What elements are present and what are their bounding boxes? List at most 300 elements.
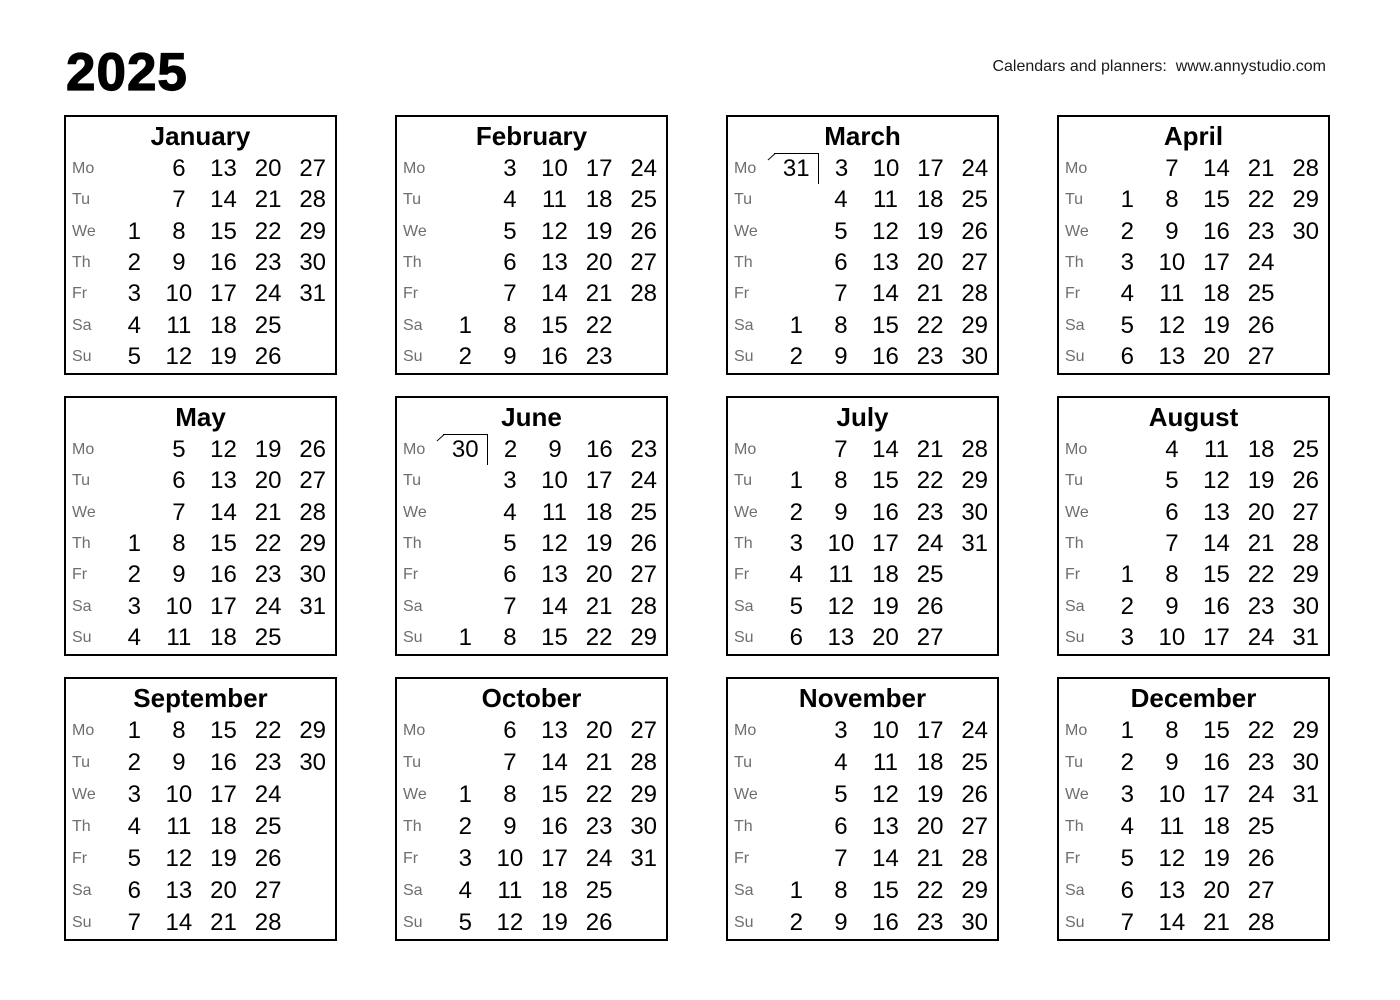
date-cell: 23 [916,498,944,526]
date-cell: 6 [1120,343,1134,371]
month-title: December [1130,683,1257,713]
weekday-row [397,560,666,591]
date-cell: 7 [172,498,186,526]
date-cell: 17 [210,592,237,620]
date-cell: 14 [210,186,237,214]
date-cell: 18 [210,624,237,652]
date-cell: 11 [873,749,898,776]
weekday-row [397,342,666,373]
weekday-row [66,623,335,654]
date-cell: 7 [834,280,848,308]
weekday-row [1059,216,1328,247]
date-cell: 30 [961,909,989,936]
date-cell: 4 [834,749,848,776]
weekday-label: Th [734,534,753,552]
weekday-row [1059,184,1328,215]
weekday-row [1059,843,1328,875]
weekday-row [1059,591,1328,622]
date-cell: 22 [254,717,282,744]
date-cell: 9 [834,498,848,526]
date-cell: 31 [1292,781,1320,808]
weekday-label: We [72,786,96,803]
date-cell: 17 [1203,781,1230,808]
weekday-row [728,875,997,907]
date-cell: 24 [961,154,989,182]
date-cell: 15 [210,217,237,245]
date-cell: 18 [872,561,899,589]
date-cell: 20 [916,813,944,840]
date-cell: 4 [1165,435,1179,463]
date-cell: 7 [503,280,517,308]
date-cell-empty [443,528,488,559]
weekday-row [66,279,335,310]
date-cell: 16 [210,561,237,589]
date-cell: 10 [872,154,900,182]
date-cell: 12 [165,343,193,371]
weekday-row [1059,875,1328,907]
month-title: March [824,121,901,151]
date-cell: 27 [630,248,658,276]
weekday-label: Mo [734,440,757,458]
date-cell-empty [774,811,819,843]
weekday-row [1059,715,1328,747]
date-cell: 18 [1247,435,1275,463]
date-cell: 2 [127,749,141,776]
weekday-row [66,247,335,278]
weekday-row [397,153,666,184]
date-cell: 28 [961,845,989,872]
weekday-row [397,907,666,939]
date-cell: 15 [872,467,899,495]
date-cell: 25 [961,749,989,776]
weekday-row [397,184,666,215]
weekday-row [1059,342,1328,373]
weekday-row [66,216,335,247]
date-cell: 21 [210,909,237,936]
date-cell: 29 [630,781,658,808]
weekday-label: We [734,222,758,240]
date-cell: 4 [1120,813,1134,840]
weekday-label: Tu [72,191,91,209]
date-cell: 4 [127,813,141,840]
date-cell: 8 [834,877,848,904]
date-cell-empty [774,216,819,247]
date-cell: 18 [541,877,568,904]
month-rows [1059,715,1328,939]
date-cell: 6 [789,624,803,652]
weekday-row [728,497,997,528]
date-cell: 13 [541,717,568,744]
weekday-row [1059,434,1328,465]
date-cell: 22 [916,877,944,904]
date-cell: 31 [630,845,658,872]
date-cell: 14 [541,280,568,308]
weekday-label: Th [1065,253,1084,271]
date-cell: 10 [496,845,524,872]
date-cell: 18 [1203,280,1230,308]
date-cell-empty [443,747,488,779]
weekday-label: Mo [1065,722,1088,739]
weekday-row [1059,310,1328,341]
annystudio-link[interactable]: www.annystudio.com [1175,58,1326,75]
date-cell: 1 [458,781,472,808]
date-cell: 6 [503,717,517,744]
date-cell: 29 [299,717,327,744]
month-rows [66,153,335,373]
overflow-date-cell: 31 [774,153,819,184]
weekday-row [1059,279,1328,310]
date-cell: 1 [1120,186,1134,214]
date-cell: 14 [872,845,899,872]
month-title: February [475,121,588,151]
weekday-label: Fr [403,850,419,867]
date-cell: 22 [1247,717,1275,744]
date-cell: 21 [585,280,613,308]
weekday-label: Su [403,348,423,366]
weekday-row [1059,811,1328,843]
date-cell: 28 [630,749,658,776]
date-cell: 10 [1158,248,1186,276]
date-cell: 19 [1203,845,1230,872]
credit-label: Calendars and planners: [992,58,1167,75]
weekday-row [397,811,666,843]
date-cell: 22 [1247,561,1275,589]
date-cell: 25 [630,186,658,214]
date-cell: 19 [254,435,282,463]
month-title: May [175,402,226,432]
date-cell: 26 [961,217,989,245]
date-cell: 12 [872,217,899,245]
date-cell: 9 [172,248,186,276]
date-cell: 17 [541,845,568,872]
date-cell: 27 [299,154,327,182]
date-cell: 19 [210,343,237,371]
month-rows [728,715,997,939]
date-cell-empty [1105,497,1150,528]
weekday-row [1059,528,1328,559]
date-cell: 11 [1204,435,1229,463]
date-cell: 7 [172,186,186,214]
date-cell: 16 [210,749,237,776]
date-cell: 28 [1292,529,1320,557]
date-cell: 6 [834,248,848,276]
date-cell: 25 [1292,435,1320,463]
weekday-row [1059,907,1328,939]
date-cell: 7 [1165,154,1179,182]
date-cell: 30 [961,343,989,371]
date-cell: 27 [630,717,658,744]
date-cell: 16 [541,343,568,371]
date-cell: 8 [834,311,848,339]
date-cell: 22 [254,529,282,557]
date-cell: 13 [827,624,855,652]
date-cell: 14 [1203,154,1230,182]
month-june [395,396,668,656]
date-cell: 13 [210,467,237,495]
date-cell-empty [290,623,335,654]
date-cell: 14 [872,280,899,308]
weekday-row [397,875,666,907]
date-cell: 15 [541,311,568,339]
weekday-row [1059,153,1328,184]
date-cell: 20 [1247,498,1275,526]
date-cell: 21 [585,592,613,620]
date-cell: 7 [1165,529,1179,557]
date-cell: 27 [1247,877,1275,904]
date-cell-empty [952,591,997,622]
date-cell: 11 [542,498,567,526]
date-cell: 14 [1203,529,1230,557]
date-cell-empty [774,247,819,278]
date-cell: 20 [585,561,613,589]
date-cell: 28 [961,280,989,308]
month-november [726,677,999,941]
date-cell-empty [774,715,819,747]
date-cell-empty [1283,342,1328,373]
date-cell: 24 [1247,781,1275,808]
date-cell: 15 [1203,186,1230,214]
date-cell: 13 [872,813,899,840]
month-august [1057,396,1330,656]
date-cell: 2 [127,561,141,589]
month-title: June [501,402,562,432]
date-cell: 30 [1292,749,1320,776]
date-cell: 1 [1120,561,1134,589]
weekday-row [66,497,335,528]
date-cell: 16 [586,435,613,463]
date-cell: 4 [127,624,141,652]
date-cell: 2 [458,343,472,371]
month-title: January [150,121,251,151]
date-cell-empty [443,497,488,528]
date-cell-empty [774,434,819,465]
date-cell: 15 [210,717,237,744]
weekday-label: Th [734,818,753,835]
date-cell: 28 [630,280,658,308]
weekday-label: Sa [72,597,92,615]
date-cell: 13 [165,877,193,904]
date-cell-empty [1283,843,1328,875]
date-cell: 11 [873,186,898,214]
date-cell: 1 [458,311,472,339]
date-cell: 5 [789,592,803,620]
weekday-label: Fr [72,285,88,303]
month-title: August [1148,402,1239,432]
date-cell: 23 [1247,749,1275,776]
date-cell: 19 [872,592,899,620]
weekday-row [1059,497,1328,528]
date-cell: 5 [127,845,141,872]
weekday-label: Sa [72,316,92,334]
date-cell: 3 [503,467,517,495]
weekday-label: Mo [1065,159,1088,177]
weekday-label: Sa [734,882,754,899]
date-cell: 13 [872,248,899,276]
date-cell-empty [443,184,488,215]
weekday-label: Tu [403,754,422,771]
weekday-row [1059,465,1328,496]
date-cell: 19 [210,845,237,872]
weekday-label: We [734,786,758,803]
date-cell: 7 [503,592,517,620]
date-cell: 30 [1292,592,1320,620]
date-cell-empty [443,216,488,247]
weekday-label: Tu [1065,472,1084,490]
date-cell: 25 [630,498,658,526]
date-cell: 31 [961,529,989,557]
date-cell: 10 [1158,781,1186,808]
weekday-row [728,811,997,843]
date-cell: 22 [585,781,613,808]
weekday-label: Tu [1065,754,1084,771]
date-cell-empty [621,310,666,341]
date-cell: 13 [210,154,237,182]
weekday-label: Su [1065,348,1085,366]
date-cell: 19 [1203,311,1230,339]
weekday-row [66,779,335,811]
date-cell: 12 [1158,845,1186,872]
date-cell: 12 [210,435,237,463]
weekday-row [66,747,335,779]
date-cell: 29 [1292,717,1320,744]
weekday-label: Th [1065,818,1084,835]
weekday-label: Mo [403,440,426,458]
weekday-row [397,465,666,496]
weekday-row [728,843,997,875]
weekday-label: Fr [403,566,419,584]
date-cell: 3 [834,717,848,744]
date-cell: 24 [630,154,658,182]
month-april [1057,115,1330,375]
date-cell: 10 [872,717,899,744]
weekday-row [397,310,666,341]
date-cell: 9 [834,343,848,371]
date-cell: 12 [541,529,568,557]
date-cell-empty [443,279,488,310]
weekday-label: Tu [403,191,422,209]
weekday-row [397,247,666,278]
date-cell: 12 [496,909,524,936]
date-cell: 13 [1203,498,1230,526]
date-cell: 23 [1247,217,1275,245]
weekday-row [397,843,666,875]
date-cell: 21 [916,845,944,872]
date-cell: 11 [1159,280,1185,308]
date-cell: 24 [1247,248,1275,276]
weekday-row [397,779,666,811]
weekday-label: Fr [72,566,88,584]
weekday-row [66,715,335,747]
month-january [64,115,337,375]
date-cell: 11 [1159,813,1185,840]
date-cell-empty [290,843,335,875]
date-cell: 30 [1292,217,1320,245]
date-cell: 5 [834,217,848,245]
date-cell: 29 [299,529,327,557]
weekday-label: Th [403,818,422,835]
weekday-row [728,560,997,591]
date-cell-empty [443,247,488,278]
weekday-row [66,310,335,341]
date-cell: 23 [254,749,282,776]
month-rows [66,434,335,654]
date-cell: 10 [541,467,568,495]
date-cell-empty [443,465,488,496]
date-cell-empty [1283,310,1328,341]
date-cell: 11 [166,311,192,339]
credit-spacer [1167,58,1176,75]
date-cell: 24 [1247,624,1275,652]
date-cell: 1 [789,467,803,495]
weekday-label: Fr [1065,285,1081,303]
date-cell: 12 [827,592,855,620]
weekday-row [66,153,335,184]
date-cell: 16 [872,498,899,526]
weekday-row [728,247,997,278]
date-cell-empty [443,715,488,747]
date-cell: 20 [916,248,944,276]
date-cell: 25 [961,186,989,214]
date-cell: 25 [254,311,282,339]
date-cell: 24 [630,467,658,495]
weekday-row [728,623,997,654]
date-cell: 15 [872,877,899,904]
date-cell: 15 [1203,561,1230,589]
weekday-row [1059,560,1328,591]
weekday-label: Fr [72,850,88,867]
date-cell: 17 [585,467,613,495]
date-cell: 18 [1203,813,1230,840]
weekday-row [66,434,335,465]
date-cell: 11 [542,186,567,214]
date-cell: 7 [127,909,141,936]
date-cell: 25 [254,813,282,840]
weekday-label: Th [72,818,91,835]
date-cell: 6 [503,248,517,276]
date-cell-empty [1283,247,1328,278]
date-cell: 11 [166,624,192,652]
date-cell: 2 [789,498,803,526]
date-cell-empty [443,153,488,184]
date-cell-empty [1105,153,1150,184]
date-cell: 3 [834,154,849,182]
weekday-label: Su [72,629,92,647]
date-cell: 16 [872,909,899,936]
weekday-label: Su [734,629,754,647]
date-cell: 25 [254,624,282,652]
date-cell: 6 [172,467,186,495]
date-cell: 17 [210,280,237,308]
date-cell: 9 [503,813,517,840]
date-cell: 17 [1203,624,1230,652]
date-cell: 12 [1203,467,1230,495]
date-cell: 5 [1120,845,1134,872]
credit-line [992,58,1326,76]
date-cell: 7 [1120,909,1134,936]
weekday-label: Fr [403,285,419,303]
weekday-row [728,528,997,559]
date-cell: 21 [585,749,613,776]
weekday-label: Su [1065,914,1085,931]
weekday-label: Fr [734,850,750,867]
year-title: 2025 [66,43,188,102]
date-cell: 6 [1165,498,1179,526]
weekday-row [66,875,335,907]
weekday-label: Tu [403,472,422,490]
date-cell: 16 [1203,592,1230,620]
weekday-label: We [72,222,96,240]
weekday-row [397,623,666,654]
